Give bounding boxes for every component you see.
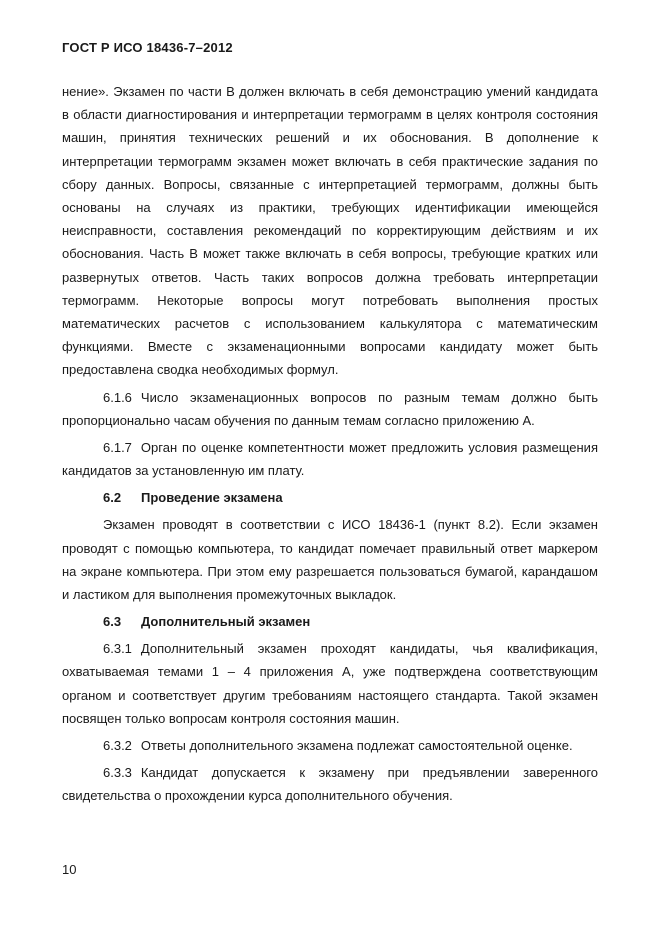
clause-6-3-1: [62, 637, 598, 730]
section-heading-6-3: [62, 610, 598, 633]
section-title: Проведение экзамена: [141, 490, 283, 506]
paragraph-continuation: нение». Экзамен по части В должен включать в себя демонстрацию умений кандидата в области диагностирования и интерпретации термограмм в целях контроля состояния машин, принятия технических решений и их обоснования. В дополнение к интерпретации термограмм экзамен может включать в себя практические задания по сбору данных. Вопросы, связанные с интерпретацией термограмм, должны быть основаны на случаях из практики, требующих идентификации имеющейся неисправности, составления рекомендаций по корректирующим действиям и их обоснования. Часть В может также включать в себя вопросы, требующие кратких или развернутых ответов. Часть таких вопросов должна требовать интерпретации термограмм. Некоторые вопросы могут потребовать выполнения простых математических расчетов с использованием калькулятора с математическим функциями. Вместе с экзаменационными вопросами кандидату может быть предоставлена сводка необходимых формул.: [62, 84, 598, 378]
page-number: 10: [62, 862, 77, 877]
clause-6-2-text: Экзамен проводят в соответствии с ИСО 18436-1 (пункт 8.2). Если экзамен проводят с помощью компьютера, то кандидат помечает правильный ответ маркером на экране компьютера. При этом ему разрешается пользоваться бумагой, карандашом и ластиком для выполнения промежуточных выкладок.: [62, 517, 598, 603]
section-number: 6.2: [103, 490, 122, 506]
clause-text: Ответы дополнительного экзамена подлежат самостоятельной оценке.: [140, 738, 573, 754]
clause-6-1-7: [62, 436, 598, 482]
clause-number: 6.3.3: [103, 765, 132, 781]
document-body: [62, 80, 598, 812]
clause-number: 6.3.1: [103, 641, 132, 657]
section-heading-6-2: [62, 486, 598, 509]
clause-number: 6.1.7: [103, 440, 132, 456]
clause-number: 6.3.2: [103, 738, 132, 754]
clause-text: Орган по оценке компетентности может предложить условия размещения кандидатов за установленную им плату.: [62, 440, 598, 479]
clause-text: Дополнительный экзамен проходят кандидаты, чья квалификация, охватываемая темами 1 – 4 приложения А, уже подтверждена соответствующим органом и соответствует другим требованиям настоящего стандарта. Такой экзамен посвящен только вопросам контроля состояния машин.: [62, 641, 598, 726]
clause-number: 6.1.6: [103, 389, 132, 405]
clause-6-1-6: [62, 386, 598, 432]
clause-6-3-3: [62, 761, 598, 807]
section-number: 6.3: [103, 614, 122, 630]
document-header: ГОСТ Р ИСО 18436-7–2012: [62, 40, 233, 55]
clause-text: Число экзаменационных вопросов по разным темам должно быть пропорционально часам обучения по данным темам согласно приложению А.: [62, 389, 598, 428]
section-title: Дополнительный экзамен: [141, 614, 311, 630]
clause-6-3-2: [62, 734, 598, 757]
clause-text: Кандидат допускается к экзамену при предъявлении заверенного свидетельства о прохождении курса дополнительного обучения.: [62, 765, 598, 804]
